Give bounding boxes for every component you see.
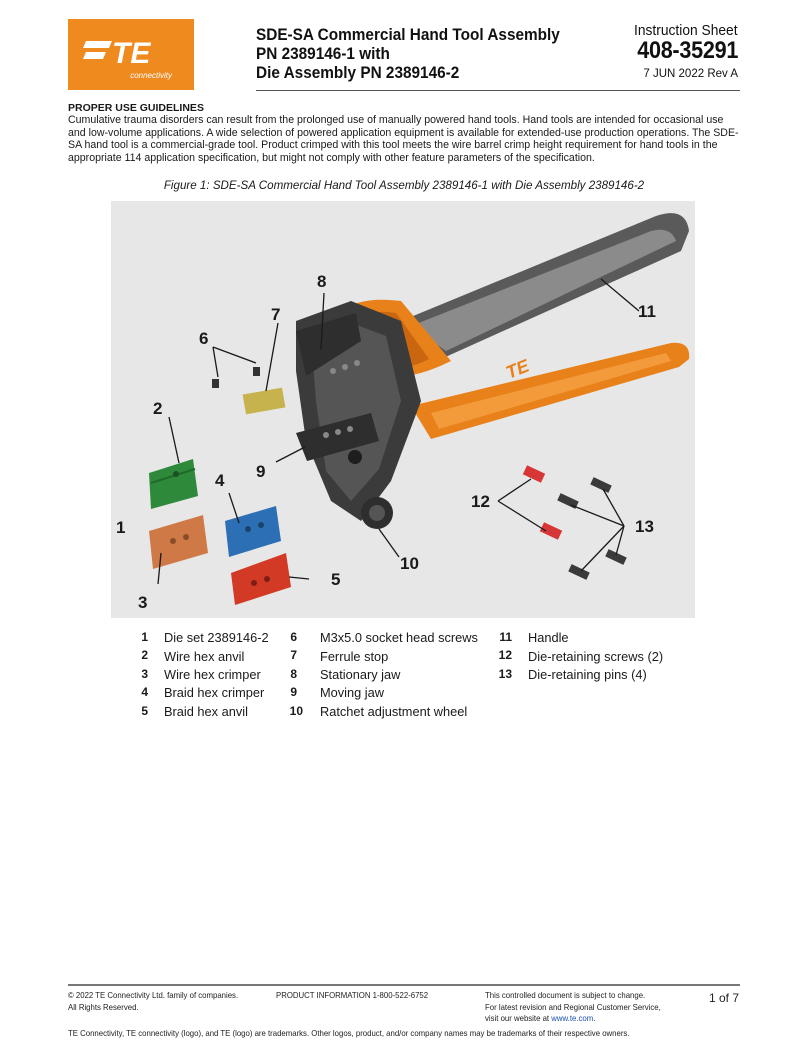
website-suffix: . (593, 1013, 596, 1023)
part-number: 3 (141, 667, 148, 681)
document-number: 408-35291 (637, 37, 738, 64)
callout-3: 3 (138, 593, 148, 612)
part-number: 10 (289, 704, 303, 718)
product-info: PRODUCT INFORMATION 1-800-522-6752 (276, 990, 429, 1000)
callout-1: 1 (116, 518, 126, 537)
callout-5: 5 (331, 570, 341, 589)
page-number: 1 of 7 (708, 991, 739, 1005)
website-line (485, 1013, 661, 1025)
controlled-line-2: For latest revision and Regional Customer Service, (485, 1001, 661, 1012)
website-prefix: visit our website at (485, 1013, 552, 1023)
part-label: Braid hex crimper (164, 685, 265, 700)
part-label: Handle (528, 630, 569, 645)
callout-13: 13 (635, 517, 654, 536)
part-number: 4 (141, 685, 148, 699)
controlled-line-1: This controlled document is subject to change. (485, 990, 646, 1000)
te-logo (68, 19, 194, 90)
trademark-notice: TE Connectivity, TE connectivity (logo), and TE (logo) are trademarks. Other logos, product, and/or company names may be trademarks of their respective owners. (68, 1028, 630, 1038)
callout-11: 11 (638, 302, 656, 321)
part-number: 7 (290, 648, 297, 662)
guidelines-paragraph: Cumulative trauma disorders can result from the prolonged use of manually powered hand tools. Hand tools are intended for occasional use and low-volume applications. A wide selection of powered application equipment is available for extended-use production operations. The SDE-SA hand tool is a commercial-grade tool. Product crimped with this tool meets the wire barrel crimp height requirement for hand tools in the appropriate 114 application specification, but might not comply with other feature parameters of the specification. (68, 114, 739, 164)
callout-2: 2 (153, 399, 163, 418)
part-label: Stationary jaw (320, 667, 401, 682)
document-date-revision: 7 JUN 2022 Rev A (643, 68, 738, 80)
title-line-2: PN 2389146-1 with (256, 45, 390, 63)
callout-9: 9 (256, 462, 266, 481)
document-title (256, 26, 577, 83)
callout-10: 10 (400, 554, 419, 573)
part-label: Moving jaw (320, 685, 385, 700)
copyright-notice (68, 990, 238, 1013)
website-link[interactable]: www.te.com (551, 1013, 594, 1023)
controlled-document-notice (485, 990, 661, 1025)
part-number: 5 (141, 704, 148, 718)
callout-7: 7 (271, 305, 281, 324)
te-logo-mark-icon (82, 35, 182, 69)
logo-text: TE (112, 37, 151, 69)
part-label: Die-retaining pins (4) (528, 667, 647, 682)
logo-subtext: connectivity (130, 71, 172, 80)
figure-caption: Figure 1: SDE-SA Commercial Hand Tool Assembly 2389146-1 with Die Assembly 2389146-2 (163, 179, 645, 192)
callout-6: 6 (199, 329, 209, 348)
section-heading: PROPER USE GUIDELINES (68, 102, 204, 114)
copyright-line-2: All Rights Reserved. (68, 1001, 139, 1012)
part-label: Wire hex crimper (164, 667, 261, 682)
part-number: 9 (290, 685, 297, 699)
part-label: Ratchet adjustment wheel (320, 704, 468, 719)
callout-12: 12 (471, 492, 490, 511)
footer-divider (68, 984, 740, 986)
header-divider (256, 90, 740, 91)
title-line-3: Die Assembly PN 2389146-2 (256, 64, 460, 82)
callout-8: 8 (317, 272, 327, 291)
part-label: Die-retaining screws (2) (528, 649, 664, 664)
part-number: 8 (290, 667, 297, 681)
part-number: 11 (499, 630, 512, 644)
sheet-type-label: Instruction Sheet (634, 22, 738, 39)
part-label: Die set 2389146-2 (164, 630, 269, 645)
part-label: M3x5.0 socket head screws (320, 630, 478, 645)
part-number: 12 (498, 648, 512, 662)
title-line-1: SDE-SA Commercial Hand Tool Assembly (256, 26, 560, 44)
part-label: Braid hex anvil (164, 704, 248, 719)
part-label: Ferrule stop (320, 649, 389, 664)
part-number: 1 (141, 630, 148, 644)
callout-4: 4 (215, 471, 225, 490)
copyright-line-1: © 2022 TE Connectivity Ltd. family of companies. (68, 990, 239, 1000)
tool-assembly-figure (111, 201, 695, 618)
part-number: 6 (290, 630, 297, 644)
part-number: 13 (498, 667, 512, 681)
part-label: Wire hex anvil (164, 649, 245, 664)
part-number: 2 (141, 648, 148, 662)
handle-logo: TE (503, 355, 532, 383)
